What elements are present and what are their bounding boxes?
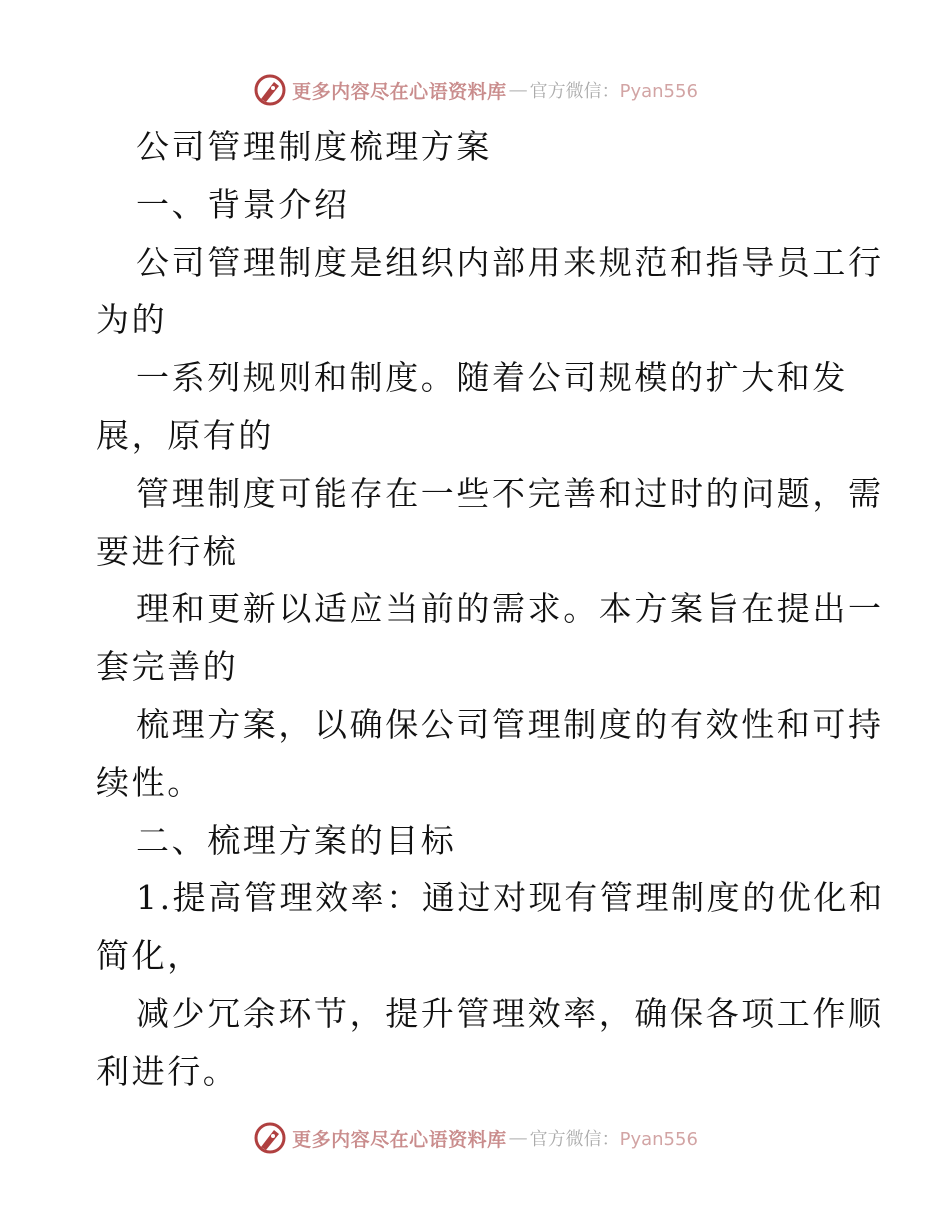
watermark-contact bbox=[530, 77, 698, 103]
watermark-separator: — bbox=[508, 1127, 528, 1149]
paragraph-line: 梳理方案，以确保公司管理制度的有效性和可持 bbox=[136, 704, 884, 744]
list-item-line: 减少冗余环节，提升管理效率，确保各项工作顺 bbox=[136, 993, 884, 1033]
paragraph-line: 理和更新以适应当前的需求。本方案旨在提出一 bbox=[136, 589, 884, 629]
paragraph-line: 展，原有的 bbox=[96, 415, 274, 455]
list-item-line: 简化， bbox=[96, 936, 203, 976]
list-item-line: 利进行。 bbox=[96, 1051, 239, 1091]
watermark-separator: — bbox=[508, 79, 528, 101]
watermark-footer bbox=[0, 1118, 950, 1158]
paragraph-line: 续性。 bbox=[96, 762, 203, 802]
paragraph-line: 一系列规则和制度。随着公司规模的扩大和发 bbox=[136, 358, 848, 398]
list-item-line: 1.提高管理效率：通过对现有管理制度的优化和 bbox=[136, 878, 885, 918]
pen-nib-icon bbox=[252, 72, 288, 108]
watermark-contact bbox=[530, 1125, 698, 1151]
paragraph-line: 为的 bbox=[96, 300, 168, 340]
doc-title: 公司管理制度梳理方案 bbox=[136, 127, 492, 166]
watermark-brand: 更多内容尽在心语资料库 bbox=[292, 1128, 507, 1151]
paragraph-line: 管理制度可能存在一些不完善和过时的问题，需 bbox=[136, 473, 884, 513]
section-heading-2: 二、梳理方案的目标 bbox=[136, 820, 457, 860]
watermark-brand: 更多内容尽在心语资料库 bbox=[292, 80, 507, 103]
document-body bbox=[96, 118, 885, 1101]
watermark-contact-label: 官方微信： bbox=[529, 81, 620, 102]
watermark-contact-id: Pyan556 bbox=[619, 1129, 698, 1150]
pen-nib-icon bbox=[252, 1120, 288, 1156]
paragraph-line: 套完善的 bbox=[96, 647, 239, 687]
paragraph-line: 要进行梳 bbox=[96, 531, 239, 571]
watermark-header bbox=[0, 70, 950, 110]
section-heading-1: 一、背景介绍 bbox=[136, 184, 350, 224]
watermark-contact-label: 官方微信： bbox=[529, 1129, 620, 1150]
watermark-contact-id: Pyan556 bbox=[619, 81, 698, 102]
paragraph-line: 公司管理制度是组织内部用来规范和指导员工行 bbox=[136, 242, 884, 282]
